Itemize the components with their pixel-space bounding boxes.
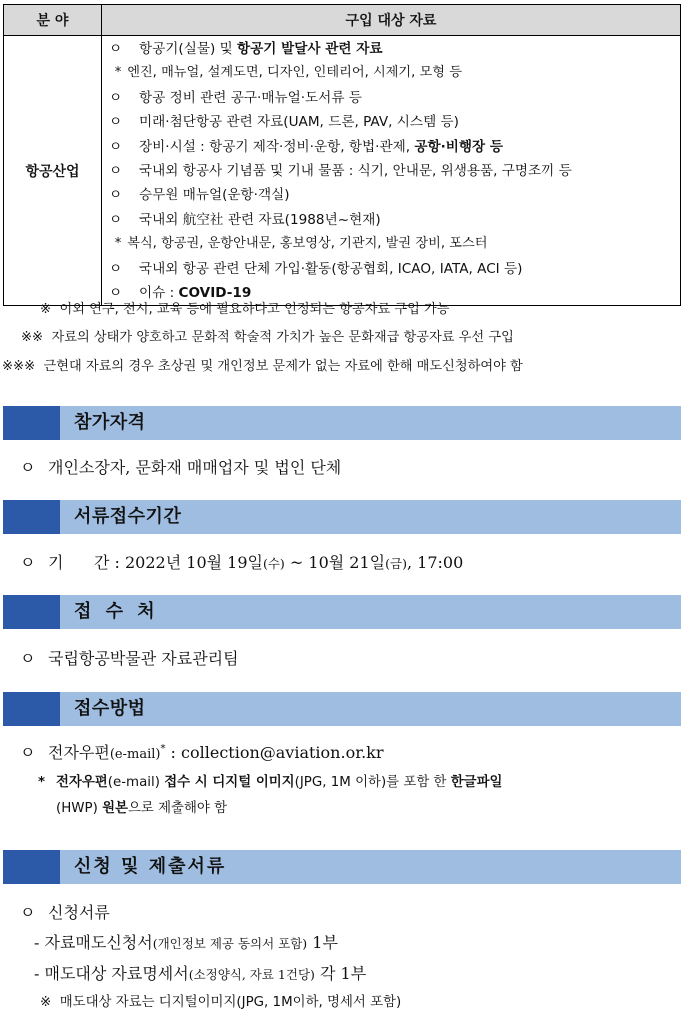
- method-footnote-mark: *: [160, 743, 166, 755]
- period-start: : 2022년 10월 19일: [109, 553, 263, 572]
- item-text: 국내외 항공사 기념품 및 기내 물품 : 식기, 안내문, 위생용품, 구명조끼 등: [139, 162, 572, 179]
- item-line: [109, 183, 674, 207]
- documents-line: [20, 900, 110, 923]
- item-text: 미래·첨단항공 관련 자료(UAM, 드론, PAV, 시스템 등): [139, 114, 459, 131]
- item-text: 국내외 항공 관련 단체 가입·활동(항공협회, ICAO, IATA, ACI 등): [139, 260, 523, 277]
- place-text: 국립항공박물관 자료관리팀: [48, 649, 239, 668]
- period-label: 기 간: [48, 553, 110, 572]
- bullet-star: *: [114, 65, 122, 81]
- bullet-circle: ㅇ: [20, 553, 36, 572]
- note-bold: 전자우편: [56, 775, 108, 790]
- place-line: [20, 646, 239, 669]
- period-line: [20, 550, 463, 573]
- method-label-email: (e-mail): [109, 747, 161, 762]
- note-mark: ※※※: [2, 359, 36, 374]
- document-item-1: [34, 930, 338, 953]
- section-header-method: [3, 692, 681, 726]
- bullet-circle: ㅇ: [109, 187, 123, 204]
- note-1: [40, 297, 450, 323]
- item-sub-line: [109, 232, 674, 256]
- method-label: 전자우편: [48, 743, 110, 762]
- bullet-circle: ㅇ: [20, 903, 36, 922]
- note-mark: ※: [40, 995, 52, 1010]
- eligibility-text: 개인소장자, 문화재 매매업자 및 법인 단체: [48, 458, 342, 477]
- bullet-circle: ㅇ: [109, 41, 123, 57]
- item-text: 엔진, 매뉴얼, 설계도면, 디자인, 인테리어, 시제기, 모형 등: [127, 65, 462, 81]
- document-detail: (소정양식, 자료 1건당): [188, 967, 315, 982]
- field-name: 항공산업: [4, 36, 102, 306]
- document-name: - 자료매도신청서: [34, 933, 153, 952]
- item-text-bold: 공항·비행장 등: [414, 138, 504, 155]
- item-text: 항공기(실물) 및: [139, 41, 238, 57]
- email-address: : collection@aviation.or.kr: [165, 743, 384, 762]
- bullet-circle: ㅇ: [109, 89, 123, 106]
- document-count: 각 1부: [314, 964, 367, 983]
- note-text: (HWP): [56, 801, 103, 816]
- item-text: 장비·시설 : 항공기 제작·정비·운항, 항법·관제,: [139, 138, 415, 155]
- item-line: [109, 37, 674, 61]
- item-line: [109, 110, 674, 134]
- note-bold: 원본: [102, 801, 128, 816]
- bullet-circle: ㅇ: [20, 458, 36, 477]
- item-text: 승무원 매뉴얼(운항·객실): [139, 187, 290, 204]
- item-text: 이슈 :: [139, 284, 179, 301]
- bullet-circle: ㅇ: [109, 211, 123, 228]
- note-3: [2, 354, 523, 380]
- note-text: 매도대상 자료는 디지털이미지(JPG, 1M이하, 명세서 포함): [59, 995, 402, 1010]
- section-marker: [3, 595, 60, 629]
- items-list: [102, 36, 681, 306]
- note-mark: ※: [40, 302, 52, 317]
- note-text: 이외 연구, 전시, 교육 등에 필요하다고 인정되는 항공자료 구입 가능: [59, 302, 450, 317]
- item-text-bold: 항공기 발달사 관련 자료: [237, 41, 383, 57]
- purchase-target-table: [3, 4, 681, 306]
- bullet-circle: ㅇ: [109, 260, 123, 277]
- note-text: 자료의 상태가 양호하고 문화적 학술적 가치가 높은 문화재급 항공자료 우선 구입: [51, 330, 514, 345]
- period-start-day: (수): [262, 556, 285, 571]
- section-title: 접 수 처: [74, 601, 159, 622]
- section-header-documents: [3, 850, 681, 884]
- section-marker: [3, 692, 60, 726]
- period-end-day: (금): [385, 556, 407, 571]
- section-marker: [3, 406, 60, 440]
- item-text: 복식, 항공권, 운항안내문, 홍보영상, 기관지, 발권 장비, 포스터: [127, 236, 488, 252]
- eligibility-line: [20, 455, 341, 478]
- item-line: [109, 208, 674, 232]
- bullet-circle: ㅇ: [109, 162, 123, 179]
- document-name: - 매도대상 자료명세서: [34, 964, 189, 983]
- document-item-2: [34, 961, 366, 984]
- section-title: 서류접수기간: [74, 506, 182, 527]
- section-header-place: [3, 595, 681, 629]
- section-header-period: [3, 500, 681, 534]
- item-line: [109, 86, 674, 110]
- note-text: (JPG, 1M 이하)를 포함 한: [294, 775, 451, 790]
- section-marker: [3, 850, 60, 884]
- header-field: 분 야: [4, 5, 102, 36]
- header-items: 구입 대상 자료: [102, 5, 681, 36]
- documents-note: [40, 991, 401, 1015]
- note-mark: ※※: [21, 330, 44, 345]
- note-text: (e-mail): [107, 775, 165, 790]
- section-title: 접수방법: [74, 698, 146, 719]
- document-count: 1부: [307, 933, 338, 952]
- section-title: 신청 및 제출서류: [74, 856, 227, 877]
- period-end: ~ 10월 21일: [284, 553, 386, 572]
- note-bold: 접수 시 디지털 이미지: [164, 775, 295, 790]
- bullet-circle: ㅇ: [20, 649, 36, 668]
- bullet-star: *: [114, 236, 122, 252]
- note-bold: 한글파일: [450, 775, 503, 790]
- note-2: [21, 325, 514, 351]
- documents-text: 신청서류: [48, 903, 110, 922]
- bullet-circle: ㅇ: [109, 114, 123, 131]
- item-text-bold: COVID-19: [178, 284, 252, 301]
- bullet-circle: ㅇ: [109, 284, 123, 301]
- item-line: [109, 257, 674, 281]
- note-text: 으로 제출해야 함: [127, 801, 228, 816]
- item-line: [109, 159, 674, 183]
- method-note: [38, 770, 678, 822]
- item-text: 항공 정비 관련 공구·매뉴얼·도서류 등: [139, 89, 362, 106]
- item-line: [109, 135, 674, 159]
- note-text: 근현대 자료의 경우 초상권 및 개인정보 문제가 없는 자료에 한해 매도신청하여야 함: [43, 359, 523, 374]
- item-text: 국내외 航空社 관련 자료(1988년~현재): [139, 211, 381, 228]
- item-sub-line: [109, 61, 674, 85]
- section-marker: [3, 500, 60, 534]
- document-detail: (개인정보 제공 동의서 포함): [152, 936, 308, 951]
- section-header-eligibility: [3, 406, 681, 440]
- section-title: 참가자격: [74, 412, 146, 433]
- note-mark: *: [38, 775, 46, 790]
- period-deadline-time: , 17:00: [406, 553, 464, 572]
- bullet-circle: ㅇ: [20, 743, 36, 762]
- bullet-circle: ㅇ: [109, 138, 123, 155]
- method-line: [20, 740, 384, 763]
